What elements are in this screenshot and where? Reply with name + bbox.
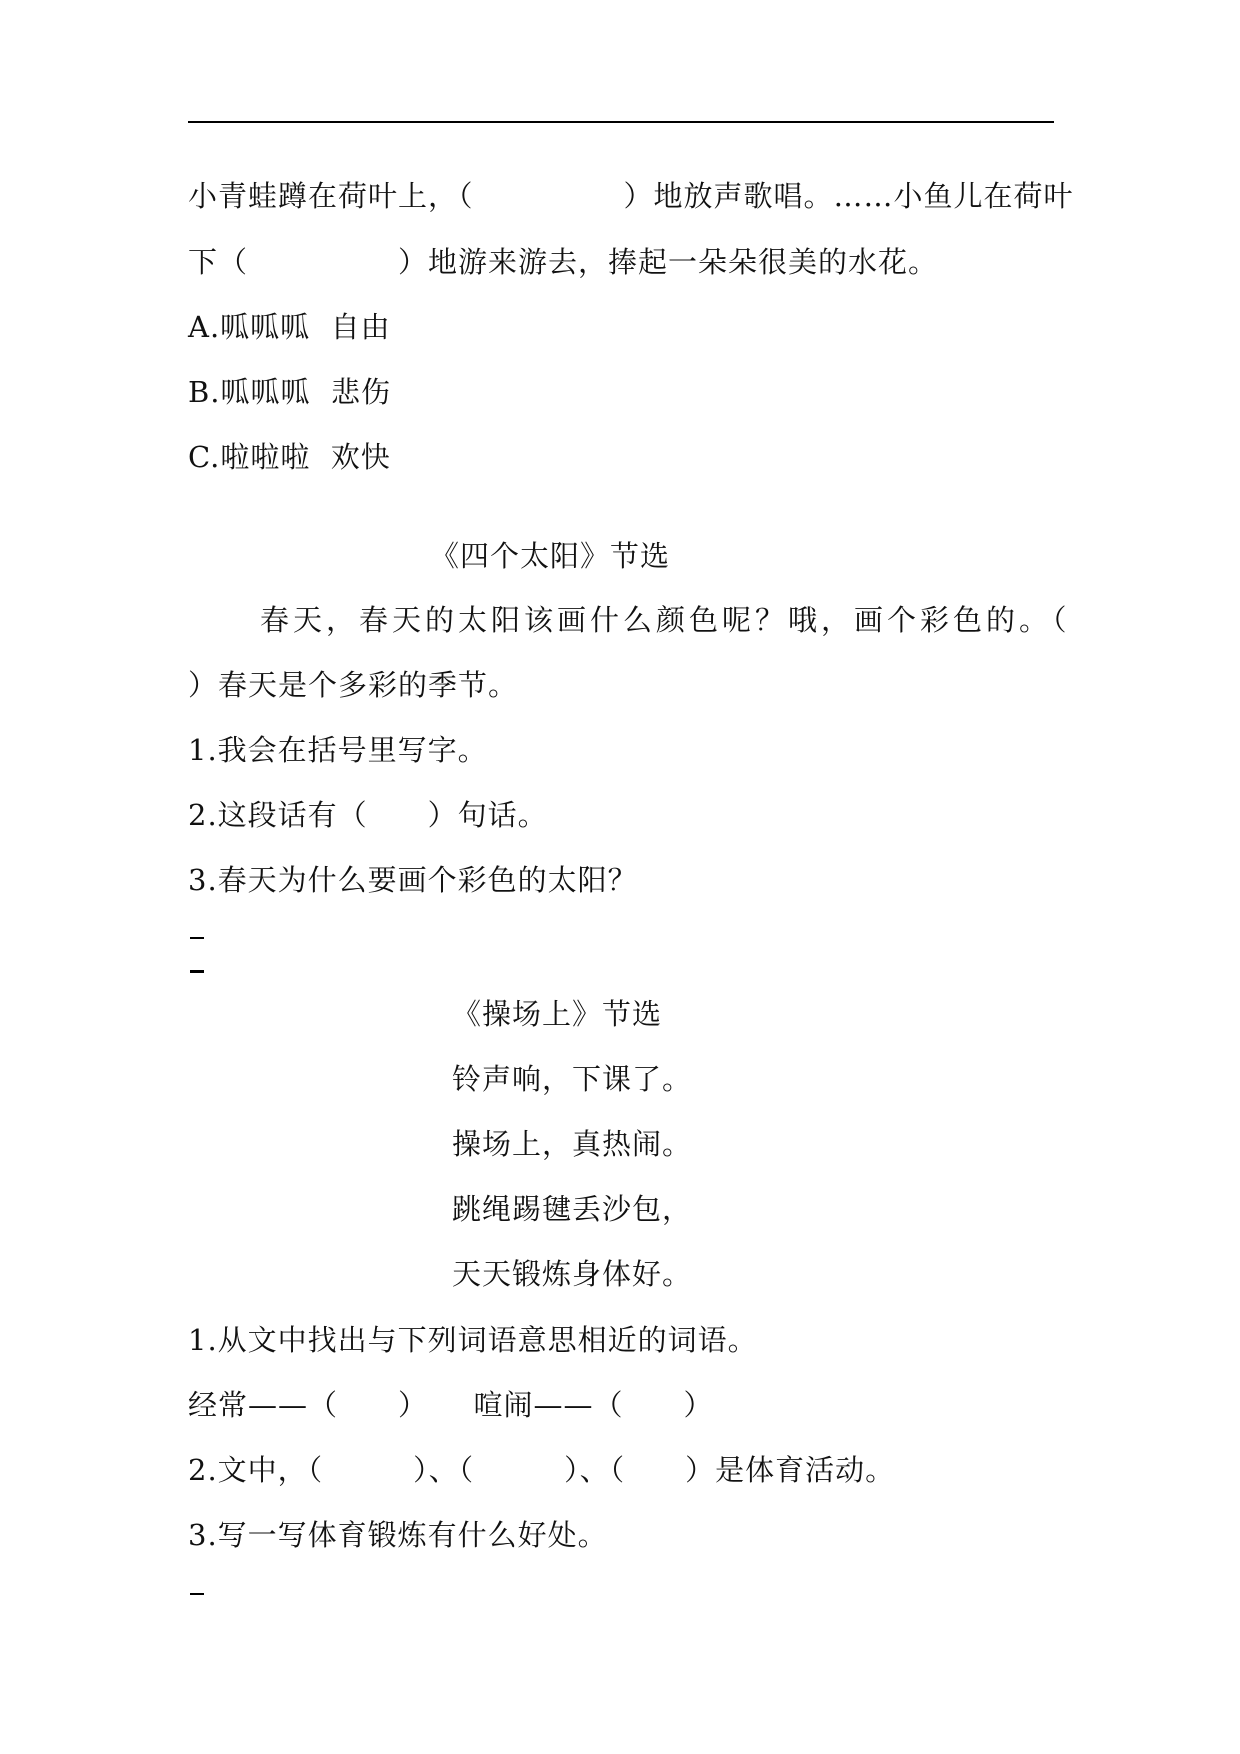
frog-question-line-2: 下（ ）地游来游去，捧起一朵朵很美的水花。 — [188, 245, 939, 279]
playground-question-1: 1.从文中找出与下列词语意思相近的词语。 — [188, 1323, 758, 1357]
answer-line — [190, 970, 204, 973]
playground-question-1-pairs: 经常——（ ） 喧闹——（ ） — [188, 1388, 714, 1422]
sun-question-2: 2.这段话有（ ）句话。 — [188, 798, 548, 832]
frog-question-line-1: 小青蛙蹲在荷叶上，（ ）地放声歌唱。……小鱼儿在荷叶 — [188, 179, 1074, 213]
poem-line-4: 天天锻炼身体好。 — [452, 1257, 693, 1291]
answer-line — [190, 1593, 204, 1595]
answer-line — [190, 937, 204, 939]
sun-question-1: 1.我会在括号里写字。 — [188, 733, 488, 767]
playground-question-3: 3.写一写体育锻炼有什么好处。 — [188, 1518, 608, 1552]
playground-question-2: 2.文中，（ ）、（ ）、（ ）是体育活动。 — [188, 1453, 896, 1487]
sun-passage-text-2: ）春天是个多彩的季节。 — [188, 668, 519, 702]
header-rule — [188, 121, 1054, 123]
poem-line-1: 铃声响，下课了。 — [452, 1062, 693, 1096]
sun-passage-text-1: 春天，春天的太阳该画什么颜色呢？哦，画个彩色的。（ — [260, 603, 1071, 637]
sun-question-3: 3.春天为什么要画个彩色的太阳？ — [188, 863, 638, 897]
poem-line-3: 跳绳踢毽丢沙包， — [452, 1192, 693, 1226]
sun-passage-title: 《四个太阳》节选 — [430, 539, 671, 573]
playground-passage-title: 《操场上》节选 — [452, 997, 663, 1031]
option-c: C.啦啦啦 欢快 — [188, 440, 391, 474]
option-b: B.呱呱呱 悲伤 — [188, 375, 391, 409]
option-a: A.呱呱呱 自由 — [188, 310, 391, 344]
poem-line-2: 操场上，真热闹。 — [452, 1127, 693, 1161]
